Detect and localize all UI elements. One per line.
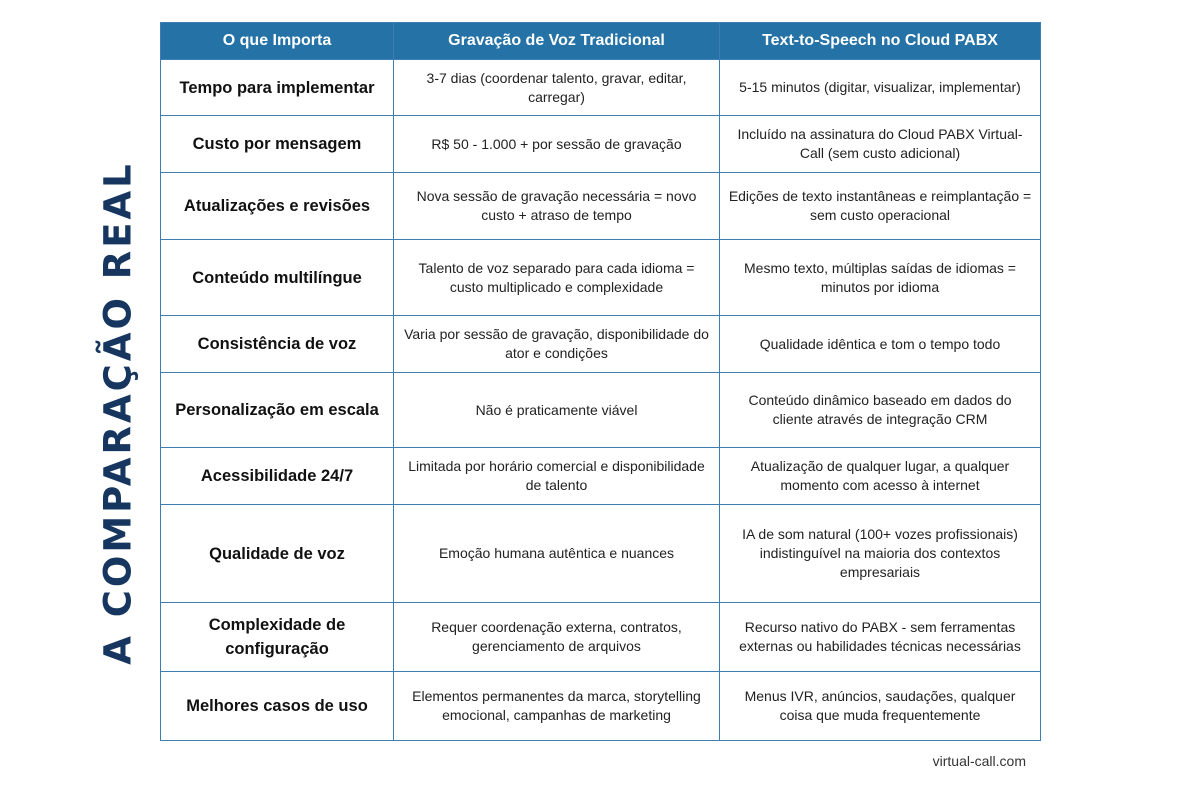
traditional-cell: Nova sessão de gravação necessária = novo custo + atraso de tempo xyxy=(394,173,720,240)
tts-cell: Atualização de qualquer lugar, a qualquer momento com acesso à internet xyxy=(720,448,1041,505)
table-row xyxy=(161,60,1041,116)
table-header xyxy=(161,23,1041,60)
feature-cell: Acessibilidade 24/7 xyxy=(161,448,394,505)
tts-cell: Edições de texto instantâneas e reimplantação = sem custo operacional xyxy=(720,173,1041,240)
column-header-feature: O que Importa xyxy=(161,23,394,60)
tts-cell: Mesmo texto, múltiplas saídas de idiomas = minutos por idioma xyxy=(720,240,1041,316)
feature-cell: Melhores casos de uso xyxy=(161,672,394,741)
tts-cell: Recurso nativo do PABX - sem ferramentas externas ou habilidades técnicas necessárias xyxy=(720,603,1041,672)
table-row xyxy=(161,603,1041,672)
tts-cell: Menus IVR, anúncios, saudações, qualquer coisa que muda frequentemente xyxy=(720,672,1041,741)
feature-cell: Custo por mensagem xyxy=(161,116,394,173)
tts-cell: IA de som natural (100+ vozes profissionais) indistinguível na maioria dos contextos empresariais xyxy=(720,505,1041,603)
feature-cell: Conteúdo multilíngue xyxy=(161,240,394,316)
side-title: A COMPARAÇÃO REAL xyxy=(96,161,140,665)
traditional-cell: Varia por sessão de gravação, disponibilidade do ator e condições xyxy=(394,316,720,373)
traditional-cell: Não é praticamente viável xyxy=(394,373,720,448)
tts-cell: Conteúdo dinâmico baseado em dados do cliente através de integração CRM xyxy=(720,373,1041,448)
table-row xyxy=(161,373,1041,448)
table-row xyxy=(161,448,1041,505)
tts-cell: Incluído na assinatura do Cloud PABX Virtual-Call (sem custo adicional) xyxy=(720,116,1041,173)
feature-cell: Consistência de voz xyxy=(161,316,394,373)
tts-cell: Qualidade idêntica e tom o tempo todo xyxy=(720,316,1041,373)
traditional-cell: Limitada por horário comercial e disponibilidade de talento xyxy=(394,448,720,505)
table-row xyxy=(161,116,1041,173)
table-row xyxy=(161,316,1041,373)
comparison-table xyxy=(160,22,1041,741)
feature-cell: Atualizações e revisões xyxy=(161,173,394,240)
column-header-traditional: Gravação de Voz Tradicional xyxy=(394,23,720,60)
feature-cell: Complexidade de configuração xyxy=(161,603,394,672)
footer-url: virtual-call.com xyxy=(932,753,1026,769)
column-header-tts: Text-to-Speech no Cloud PABX xyxy=(720,23,1041,60)
feature-cell: Qualidade de voz xyxy=(161,505,394,603)
traditional-cell: 3-7 dias (coordenar talento, gravar, editar, carregar) xyxy=(394,60,720,116)
table-row xyxy=(161,240,1041,316)
table-row xyxy=(161,505,1041,603)
table-row xyxy=(161,173,1041,240)
traditional-cell: Talento de voz separado para cada idioma = custo multiplicado e complexidade xyxy=(394,240,720,316)
feature-cell: Tempo para implementar xyxy=(161,60,394,116)
tts-cell: 5-15 minutos (digitar, visualizar, implementar) xyxy=(720,60,1041,116)
traditional-cell: Emoção humana autêntica e nuances xyxy=(394,505,720,603)
table-row xyxy=(161,672,1041,741)
traditional-cell: Elementos permanentes da marca, storytelling emocional, campanhas de marketing xyxy=(394,672,720,741)
traditional-cell: Requer coordenação externa, contratos, gerenciamento de arquivos xyxy=(394,603,720,672)
traditional-cell: R$ 50 - 1.000 + por sessão de gravação xyxy=(394,116,720,173)
feature-cell: Personalização em escala xyxy=(161,373,394,448)
